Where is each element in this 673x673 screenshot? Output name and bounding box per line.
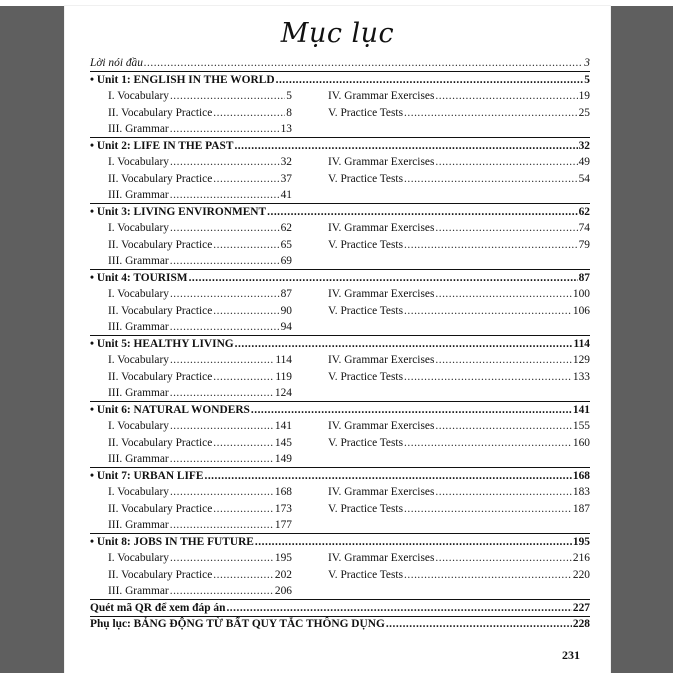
- toc-subentry[interactable]: [328, 353, 590, 368]
- dot-leader: [435, 89, 577, 104]
- dot-leader: [404, 172, 578, 187]
- toc-entry-label: II. Vocabulary Practice: [108, 502, 213, 515]
- toc-entry-label: V. Practice Tests: [328, 304, 404, 317]
- toc-subentry[interactable]: [108, 304, 292, 319]
- toc-entry-label: V. Practice Tests: [328, 436, 404, 449]
- toc-subentry[interactable]: [108, 584, 292, 599]
- toc-entry-label: IV. Grammar Exercises: [328, 486, 435, 498]
- toc-entry-page: 32: [280, 156, 292, 168]
- dot-leader: [170, 254, 280, 269]
- toc-entry-label: III. Grammar: [108, 255, 169, 267]
- toc-entry-page: 187: [572, 502, 590, 515]
- toc-entry-page: 168: [274, 486, 292, 498]
- toc-entry-page: 177: [274, 519, 292, 531]
- dot-leader: [170, 221, 280, 236]
- toc-entry-page: 90: [280, 304, 292, 317]
- toc-subentry[interactable]: [108, 155, 292, 170]
- toc-entry-label: • Unit 5: HEALTHY LIVING: [90, 337, 234, 350]
- dot-leader: [170, 452, 274, 467]
- toc-entry-page: 173: [274, 502, 292, 515]
- toc-subentry[interactable]: [108, 452, 292, 467]
- dot-leader: [170, 155, 280, 170]
- toc-entry-page: 49: [578, 156, 590, 168]
- toc-entry-page: 62: [578, 205, 590, 218]
- dot-leader: [213, 172, 279, 187]
- page-number: 231: [562, 648, 580, 662]
- toc-entry-page: 62: [280, 222, 292, 234]
- toc-subentry[interactable]: [108, 551, 292, 566]
- toc-extra-2[interactable]: [90, 617, 590, 632]
- toc-entry-label: II. Vocabulary Practice: [108, 172, 213, 185]
- toc-entry-page: 141: [274, 420, 292, 432]
- toc-entry-label: Lời nói đầu: [90, 57, 143, 69]
- toc-subentry[interactable]: [108, 568, 292, 583]
- dot-leader: [276, 73, 584, 88]
- toc-entry-label: • Unit 7: URBAN LIFE: [90, 469, 204, 482]
- dot-leader: [404, 568, 572, 583]
- dot-leader: [189, 271, 578, 286]
- toc-entry-page: 106: [572, 304, 590, 317]
- dot-leader: [213, 106, 285, 121]
- toc-entry-label: I. Vocabulary: [108, 420, 169, 432]
- toc-unit-4[interactable]: [90, 271, 590, 286]
- toc-entry-label: IV. Grammar Exercises: [328, 420, 435, 432]
- dot-leader: [170, 122, 280, 137]
- toc-entry-page: 3: [584, 57, 590, 69]
- toc-subentry[interactable]: [108, 353, 292, 368]
- toc-subentry[interactable]: [108, 518, 292, 533]
- page-title: Mục lục: [280, 18, 395, 49]
- toc-subentry[interactable]: [328, 89, 590, 104]
- toc-unit-7[interactable]: [90, 469, 590, 484]
- toc-subentry[interactable]: [328, 155, 590, 170]
- dot-leader: [386, 617, 572, 632]
- toc-subentry[interactable]: [328, 221, 590, 236]
- toc-entry-label: I. Vocabulary: [108, 156, 169, 168]
- toc-entry-page: 94: [280, 321, 292, 333]
- toc-entry-label: III. Grammar: [108, 123, 169, 135]
- toc-entry-page: 114: [573, 337, 590, 350]
- dot-leader: [226, 601, 571, 616]
- dot-leader: [251, 403, 572, 418]
- dot-leader: [170, 419, 274, 434]
- dot-leader: [404, 502, 572, 517]
- toc-entry-page: 65: [280, 238, 292, 251]
- dot-leader: [170, 386, 274, 401]
- toc-entry-label: IV. Grammar Exercises: [328, 288, 435, 300]
- toc-entry-label: V. Practice Tests: [328, 238, 404, 251]
- toc-entry-label: V. Practice Tests: [328, 106, 404, 119]
- toc-entry-page: 124: [274, 387, 292, 399]
- dot-leader: [404, 238, 578, 253]
- toc-entry-label: IV. Grammar Exercises: [328, 156, 435, 168]
- toc-entry-page: 133: [572, 370, 590, 383]
- toc-entry-label: II. Vocabulary Practice: [108, 436, 213, 449]
- toc-entry-label: III. Grammar: [108, 519, 169, 531]
- toc-subentry[interactable]: [328, 502, 590, 517]
- dot-leader: [204, 469, 571, 484]
- toc-entry-label: II. Vocabulary Practice: [108, 238, 213, 251]
- toc-entry-label: II. Vocabulary Practice: [108, 568, 213, 581]
- toc-subentry[interactable]: [108, 172, 292, 187]
- toc-entry-label: • Unit 6: NATURAL WONDERS: [90, 403, 250, 416]
- toc-subentry[interactable]: [108, 287, 292, 302]
- dot-leader: [435, 419, 572, 434]
- toc-entry-page: 25: [578, 106, 590, 119]
- toc-entry-page: 168: [572, 469, 590, 482]
- toc-entry-page: 87: [578, 271, 590, 284]
- toc-entry-page: 37: [280, 172, 292, 185]
- dot-leader: [213, 436, 274, 451]
- dot-leader: [170, 584, 274, 599]
- toc-entry-label: V. Practice Tests: [328, 172, 404, 185]
- toc-entry-label: V. Practice Tests: [328, 502, 404, 515]
- toc-subentry[interactable]: [328, 485, 590, 500]
- toc-entry-page: 5: [286, 90, 292, 102]
- left-background: [0, 6, 65, 673]
- toc-unit-6[interactable]: [90, 403, 590, 418]
- toc-subentry[interactable]: [108, 370, 292, 385]
- toc-subentry[interactable]: [328, 172, 590, 187]
- toc-subentry[interactable]: [328, 238, 590, 253]
- toc-subentry[interactable]: [328, 370, 590, 385]
- dot-leader: [435, 221, 577, 236]
- toc-subentry[interactable]: [328, 568, 590, 583]
- toc-entry-label: I. Vocabulary: [108, 90, 169, 102]
- toc-subentry[interactable]: [108, 485, 292, 500]
- toc-subentry[interactable]: [108, 89, 292, 104]
- toc-entry-label: III. Grammar: [108, 453, 169, 465]
- toc-entry-label: III. Grammar: [108, 387, 169, 399]
- toc-subentry[interactable]: [328, 551, 590, 566]
- toc-subentry[interactable]: [108, 106, 292, 121]
- toc-entry-label: Quét mã QR để xem đáp án: [90, 601, 226, 614]
- dot-leader: [170, 518, 274, 533]
- toc-entry-page: 227: [572, 601, 590, 614]
- toc-entry-page: 195: [274, 552, 292, 564]
- right-background: [610, 6, 673, 673]
- toc-entry-label: II. Vocabulary Practice: [108, 304, 213, 317]
- toc-entry-label: I. Vocabulary: [108, 288, 169, 300]
- toc-entry-page: 69: [280, 255, 292, 267]
- toc-entry-page: 100: [572, 288, 590, 300]
- toc-subentry[interactable]: [328, 287, 590, 302]
- dot-leader: [170, 89, 285, 104]
- dot-leader: [404, 436, 572, 451]
- dot-leader: [213, 568, 274, 583]
- dot-leader: [213, 304, 279, 319]
- toc-entry-label: • Unit 3: LIVING ENVIRONMENT: [90, 205, 267, 218]
- toc-entry-label: III. Grammar: [108, 189, 169, 201]
- toc-subentry[interactable]: [108, 188, 292, 203]
- dot-leader: [404, 370, 572, 385]
- book-page: [65, 6, 610, 673]
- toc-entry-label: I. Vocabulary: [108, 354, 169, 366]
- toc-entry-page: 5: [584, 73, 590, 86]
- toc-entry-page: 206: [274, 585, 292, 597]
- toc-subentry[interactable]: [328, 106, 590, 121]
- dot-leader: [170, 320, 280, 335]
- dot-leader: [213, 238, 279, 253]
- toc-preface[interactable]: [90, 56, 590, 71]
- toc-entry-label: I. Vocabulary: [108, 222, 169, 234]
- toc-entry-label: IV. Grammar Exercises: [328, 222, 435, 234]
- toc-entry-label: • Unit 2: LIFE IN THE PAST: [90, 139, 234, 152]
- toc-subentry[interactable]: [108, 122, 292, 137]
- toc-subentry[interactable]: [328, 436, 590, 451]
- toc-entry-page: 13: [280, 123, 292, 135]
- dot-leader: [267, 205, 577, 220]
- dot-leader: [213, 370, 274, 385]
- toc-subentry[interactable]: [108, 419, 292, 434]
- toc-entry-label: Phụ lục: BẢNG ĐỘNG TỪ BẤT QUY TẮC THÔNG DỤNG: [90, 618, 385, 630]
- dot-leader: [170, 353, 274, 368]
- dot-leader: [234, 139, 577, 154]
- toc-unit-1[interactable]: [90, 73, 590, 88]
- toc-entry-page: 155: [572, 420, 590, 432]
- toc-subentry[interactable]: [108, 436, 292, 451]
- toc-entry-page: 149: [274, 453, 292, 465]
- toc-subentry[interactable]: [108, 386, 292, 401]
- toc-entry-label: IV. Grammar Exercises: [328, 354, 435, 366]
- dot-leader: [435, 155, 577, 170]
- toc-entry-page: 228: [572, 618, 590, 630]
- toc-subentry[interactable]: [108, 221, 292, 236]
- toc-subentry[interactable]: [328, 304, 590, 319]
- toc-entry-label: IV. Grammar Exercises: [328, 90, 435, 102]
- toc-entry-label: • Unit 8: JOBS IN THE FUTURE: [90, 535, 254, 548]
- toc-entry-label: • Unit 4: TOURISM: [90, 271, 188, 284]
- dot-leader: [235, 337, 573, 352]
- toc-subentry[interactable]: [108, 320, 292, 335]
- toc-entry-label: IV. Grammar Exercises: [328, 552, 435, 564]
- toc-entry-page: 183: [572, 486, 590, 498]
- toc-entry-label: V. Practice Tests: [328, 370, 404, 383]
- dot-leader: [404, 106, 578, 121]
- toc-entry-page: 19: [578, 90, 590, 102]
- toc-entry-page: 141: [572, 403, 590, 416]
- toc-entry-page: 119: [275, 370, 292, 383]
- toc-entry-page: 87: [280, 288, 292, 300]
- toc-entry-page: 220: [572, 568, 590, 581]
- toc-unit-2[interactable]: [90, 139, 590, 154]
- toc-entry-page: 160: [572, 436, 590, 449]
- toc-unit-5[interactable]: [90, 337, 590, 352]
- dot-leader: [213, 502, 274, 517]
- toc-entry-page: 202: [274, 568, 292, 581]
- dot-leader: [255, 535, 572, 550]
- toc-entry-page: 129: [572, 354, 590, 366]
- dot-leader: [144, 56, 583, 71]
- toc-entry-page: 79: [578, 238, 590, 251]
- toc-entry-page: 41: [280, 189, 292, 201]
- toc-entry-label: II. Vocabulary Practice: [108, 370, 213, 383]
- toc-entry-page: 54: [578, 172, 590, 185]
- toc-entry-label: I. Vocabulary: [108, 486, 169, 498]
- toc-entry-page: 74: [578, 222, 590, 234]
- dot-leader: [404, 304, 572, 319]
- toc-entry-page: 32: [578, 139, 590, 152]
- toc-entry-page: 216: [572, 552, 590, 564]
- toc-unit-8[interactable]: [90, 535, 590, 550]
- toc-entry-page: 145: [274, 436, 292, 449]
- dot-leader: [170, 485, 274, 500]
- toc-entry-page: 114: [275, 354, 292, 366]
- dot-leader: [435, 287, 572, 302]
- toc-entry-label: III. Grammar: [108, 321, 169, 333]
- dot-leader: [435, 353, 572, 368]
- toc-entry-label: V. Practice Tests: [328, 568, 404, 581]
- toc-subentry[interactable]: [108, 254, 292, 269]
- toc-entry-page: 8: [286, 106, 292, 119]
- toc-extra-1[interactable]: [90, 601, 590, 616]
- dot-leader: [170, 551, 274, 566]
- dot-leader: [170, 188, 280, 203]
- toc-unit-3[interactable]: [90, 205, 590, 220]
- toc-subentry[interactable]: [108, 502, 292, 517]
- toc-subentry[interactable]: [328, 419, 590, 434]
- toc-entry-label: • Unit 1: ENGLISH IN THE WORLD: [90, 73, 275, 86]
- dot-leader: [170, 287, 280, 302]
- dot-leader: [435, 485, 572, 500]
- toc-entry-label: I. Vocabulary: [108, 552, 169, 564]
- toc-entry-label: III. Grammar: [108, 585, 169, 597]
- toc-entry-page: 195: [572, 535, 590, 548]
- dot-leader: [435, 551, 572, 566]
- toc-entry-label: II. Vocabulary Practice: [108, 106, 213, 119]
- toc-subentry[interactable]: [108, 238, 292, 253]
